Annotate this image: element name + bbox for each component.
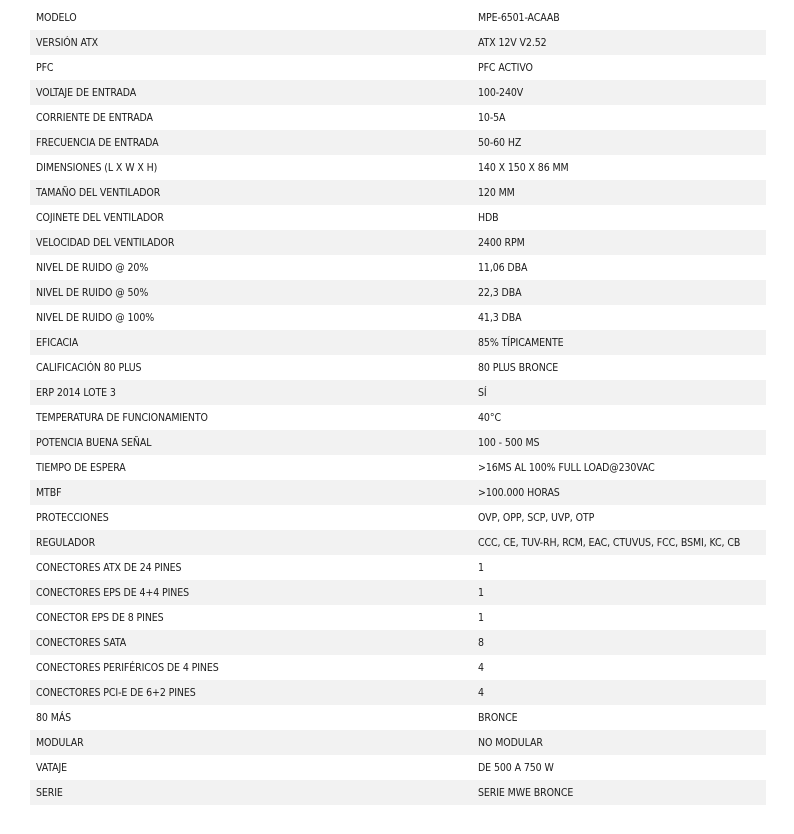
spec-value: HDB [472,205,766,230]
spec-value: 2400 RPM [472,230,766,255]
spec-value: OVP, OPP, SCP, UVP, OTP [472,505,766,530]
spec-row [30,130,766,155]
spec-label: MODULAR [30,730,472,755]
spec-row [30,455,766,480]
spec-row [30,55,766,80]
spec-value: BRONCE [472,705,766,730]
spec-label: CONECTORES PERIFÉRICOS DE 4 PINES [30,655,472,680]
spec-label: NIVEL DE RUIDO @ 20% [30,255,472,280]
spec-row [30,30,766,55]
spec-row [30,280,766,305]
spec-label: NIVEL DE RUIDO @ 100% [30,305,472,330]
spec-label: VOLTAJE DE ENTRADA [30,80,472,105]
spec-label: SERIE [30,780,472,805]
spec-row [30,730,766,755]
spec-label: CONECTORES EPS DE 4+4 PINES [30,580,472,605]
spec-value: 50-60 HZ [472,130,766,155]
spec-label: POTENCIA BUENA SEÑAL [30,430,472,455]
spec-value: ATX 12V V2.52 [472,30,766,55]
spec-row [30,80,766,105]
spec-value: MPE-6501-ACAAB [472,5,766,30]
spec-row [30,205,766,230]
spec-row [30,680,766,705]
spec-value: 8 [472,630,766,655]
spec-label: FRECUENCIA DE ENTRADA [30,130,472,155]
spec-value: 1 [472,555,766,580]
spec-value: SERIE MWE BRONCE [472,780,766,805]
spec-label: NIVEL DE RUIDO @ 50% [30,280,472,305]
spec-row [30,530,766,555]
spec-row [30,5,766,30]
spec-value: PFC ACTIVO [472,55,766,80]
spec-value: 4 [472,680,766,705]
spec-label: VATAJE [30,755,472,780]
spec-label: CONECTORES ATX DE 24 PINES [30,555,472,580]
spec-label: COJINETE DEL VENTILADOR [30,205,472,230]
spec-table [30,5,766,805]
spec-label: DIMENSIONES (L X W X H) [30,155,472,180]
spec-label: TAMAÑO DEL VENTILADOR [30,180,472,205]
spec-value: 120 MM [472,180,766,205]
spec-label: VERSIÓN ATX [30,30,472,55]
spec-row [30,705,766,730]
spec-value: >16MS AL 100% FULL LOAD@230VAC [472,455,766,480]
spec-value: 80 PLUS BRONCE [472,355,766,380]
spec-row [30,155,766,180]
spec-row [30,605,766,630]
spec-label: VELOCIDAD DEL VENTILADOR [30,230,472,255]
spec-row [30,105,766,130]
spec-value: 10-5A [472,105,766,130]
spec-row [30,430,766,455]
spec-value: CCC, CE, TUV-RH, RCM, EAC, CTUVUS, FCC, BSMI, KC, CB [472,530,766,555]
spec-row [30,355,766,380]
spec-row [30,230,766,255]
spec-value: DE 500 A 750 W [472,755,766,780]
spec-row [30,405,766,430]
spec-label: ERP 2014 LOTE 3 [30,380,472,405]
spec-value: 11,06 DBA [472,255,766,280]
spec-label: TIEMPO DE ESPERA [30,455,472,480]
spec-row [30,180,766,205]
spec-value: 1 [472,580,766,605]
spec-row [30,630,766,655]
spec-value: >100.000 HORAS [472,480,766,505]
spec-value: 140 X 150 X 86 MM [472,155,766,180]
spec-value: NO MODULAR [472,730,766,755]
spec-value: 1 [472,605,766,630]
spec-label: CORRIENTE DE ENTRADA [30,105,472,130]
spec-label: PFC [30,55,472,80]
spec-label: CONECTOR EPS DE 8 PINES [30,605,472,630]
spec-row [30,305,766,330]
spec-row [30,655,766,680]
spec-value: SÍ [472,380,766,405]
spec-value: 22,3 DBA [472,280,766,305]
spec-row [30,780,766,805]
spec-value: 100-240V [472,80,766,105]
spec-row [30,755,766,780]
spec-label: MTBF [30,480,472,505]
spec-label: PROTECCIONES [30,505,472,530]
spec-row [30,480,766,505]
spec-row [30,505,766,530]
spec-value: 41,3 DBA [472,305,766,330]
spec-value: 4 [472,655,766,680]
spec-row [30,330,766,355]
spec-table-body [30,5,766,805]
spec-row [30,555,766,580]
spec-row [30,380,766,405]
spec-row [30,580,766,605]
spec-label: CALIFICACIÓN 80 PLUS [30,355,472,380]
spec-label: REGULADOR [30,530,472,555]
spec-label: TEMPERATURA DE FUNCIONAMIENTO [30,405,472,430]
spec-label: MODELO [30,5,472,30]
spec-label: 80 MÁS [30,705,472,730]
spec-label: EFICACIA [30,330,472,355]
spec-value: 100 - 500 MS [472,430,766,455]
spec-label: CONECTORES SATA [30,630,472,655]
spec-value: 40°C [472,405,766,430]
spec-label: CONECTORES PCI-E DE 6+2 PINES [30,680,472,705]
spec-value: 85% TÍPICAMENTE [472,330,766,355]
spec-row [30,255,766,280]
